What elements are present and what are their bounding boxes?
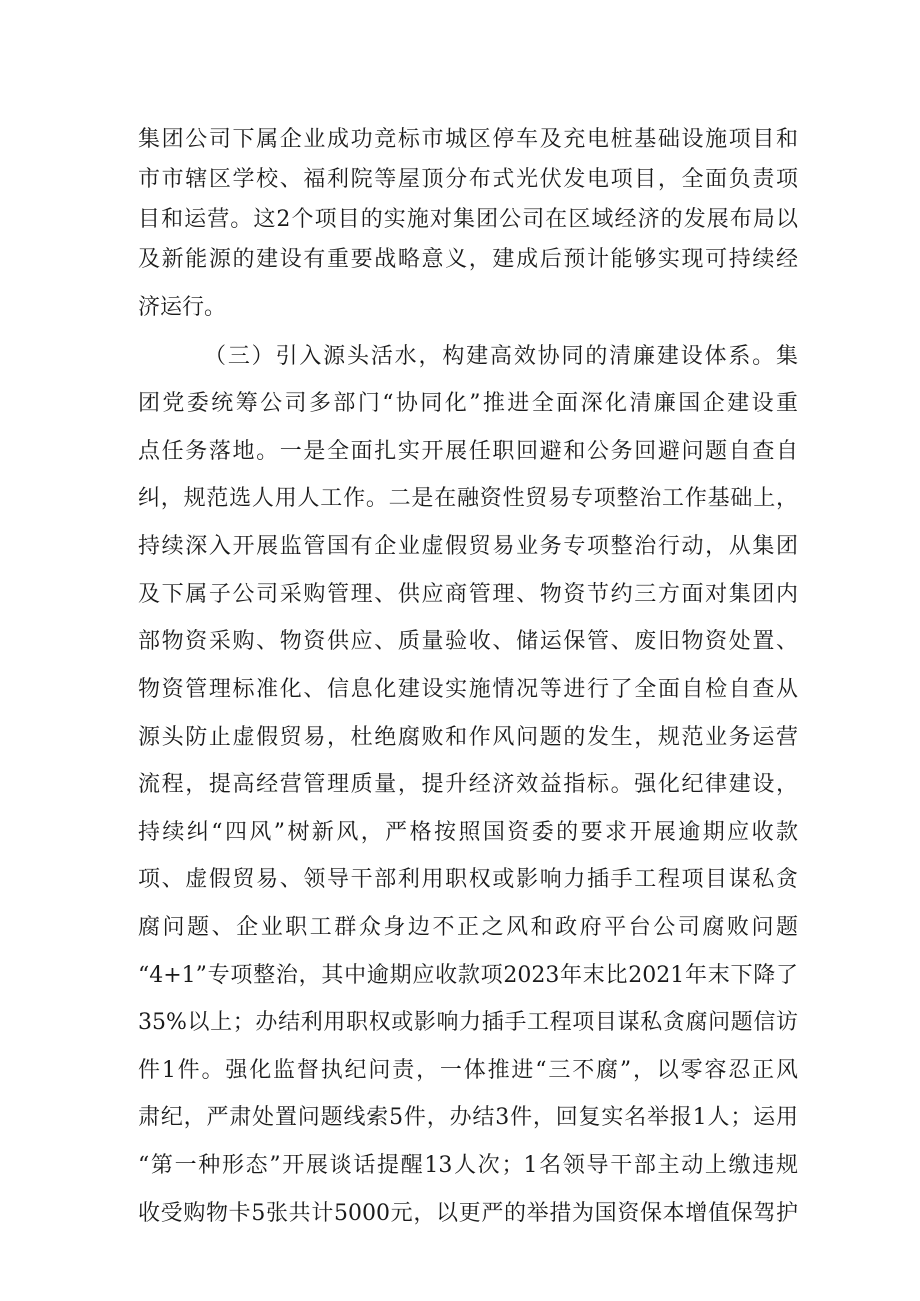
paragraph-2-line-11: 持续纠“四风”树新风，严格按照国资委的要求开展逾期应收款 bbox=[138, 820, 798, 845]
paragraph-2-line-2: 团党委统筹公司多部门“协同化”推进全面深化清廉国企建设重 bbox=[138, 391, 798, 416]
paragraph-2-line-6: 及下属子公司采购管理、供应商管理、物资节约三方面对集团内 bbox=[138, 582, 798, 607]
paragraph-1-line-5: 济运行。 bbox=[138, 295, 227, 320]
paragraph-2-line-12: 项、虚假贸易、领导干部利用职权或影响力插手工程项目谋私贪 bbox=[138, 867, 798, 892]
paragraph-2-line-7: 部物资采购、物资供应、质量验收、储运保管、废旧物资处置、 bbox=[138, 629, 798, 654]
paragraph-2-line-4: 纠，规范选人用人工作。二是在融资性贸易专项整治工作基础上， bbox=[138, 486, 798, 511]
paragraph-1-line-3: 目和运营。这2个项目的实施对集团公司在区域经济的发展布局以 bbox=[138, 207, 798, 232]
body-text bbox=[138, 0, 798, 1301]
paragraph-2-line-10: 流程，提高经营管理质量，提升经济效益指标。强化纪律建设， bbox=[138, 772, 798, 797]
paragraph-2-line-9: 源头防止虚假贸易，杜绝腐败和作风问题的发生，规范业务运营 bbox=[138, 725, 798, 750]
paragraph-2-line-16: 件1件。强化监督执纪问责，一体推进“三不腐”，以零容忍正风 bbox=[138, 1058, 798, 1083]
paragraph-2-line-1: （三）引入源头活水，构建高效协同的清廉建设体系。集 bbox=[204, 344, 798, 369]
paragraph-2-line-13: 腐问题、企业职工群众身边不正之风和政府平台公司腐败问题 bbox=[138, 915, 798, 940]
paragraph-2-line-8: 物资管理标准化、信息化建设实施情况等进行了全面自检自查从 bbox=[138, 677, 798, 702]
paragraph-2-line-3: 点任务落地。一是全面扎实开展任职回避和公务回避问题自查自 bbox=[138, 439, 798, 464]
paragraph-2-line-15: 35%以上；办结利用职权或影响力插手工程项目谋私贪腐问题信访 bbox=[138, 1010, 798, 1035]
paragraph-2-line-17: 肃纪，严肃处置问题线索5件，办结3件，回复实名举报1人；运用 bbox=[138, 1105, 798, 1130]
paragraph-2-line-18: “第一种形态”开展谈话提醒13人次；1名领导干部主动上缴违规 bbox=[138, 1153, 798, 1178]
paragraph-2-line-14: “4+1”专项整治，其中逾期应收款项2023年末比2021年末下降了 bbox=[138, 963, 798, 988]
paragraph-1-line-2: 市市辖区学校、福利院等屋顶分布式光伏发电项目，全面负责项 bbox=[138, 167, 798, 192]
paragraph-1-line-1: 集团公司下属企业成功竞标市城区停车及充电桩基础设施项目和 bbox=[138, 127, 798, 152]
paragraph-1-line-4: 及新能源的建设有重要战略意义，建成后预计能够实现可持续经 bbox=[138, 247, 798, 272]
paragraph-2-line-19: 收受购物卡5张共计5000元，以更严的举措为国资保本增值保驾护 bbox=[138, 1201, 798, 1226]
paragraph-2-line-5: 持续深入开展监管国有企业虚假贸易业务专项整治行动，从集团 bbox=[138, 534, 798, 559]
